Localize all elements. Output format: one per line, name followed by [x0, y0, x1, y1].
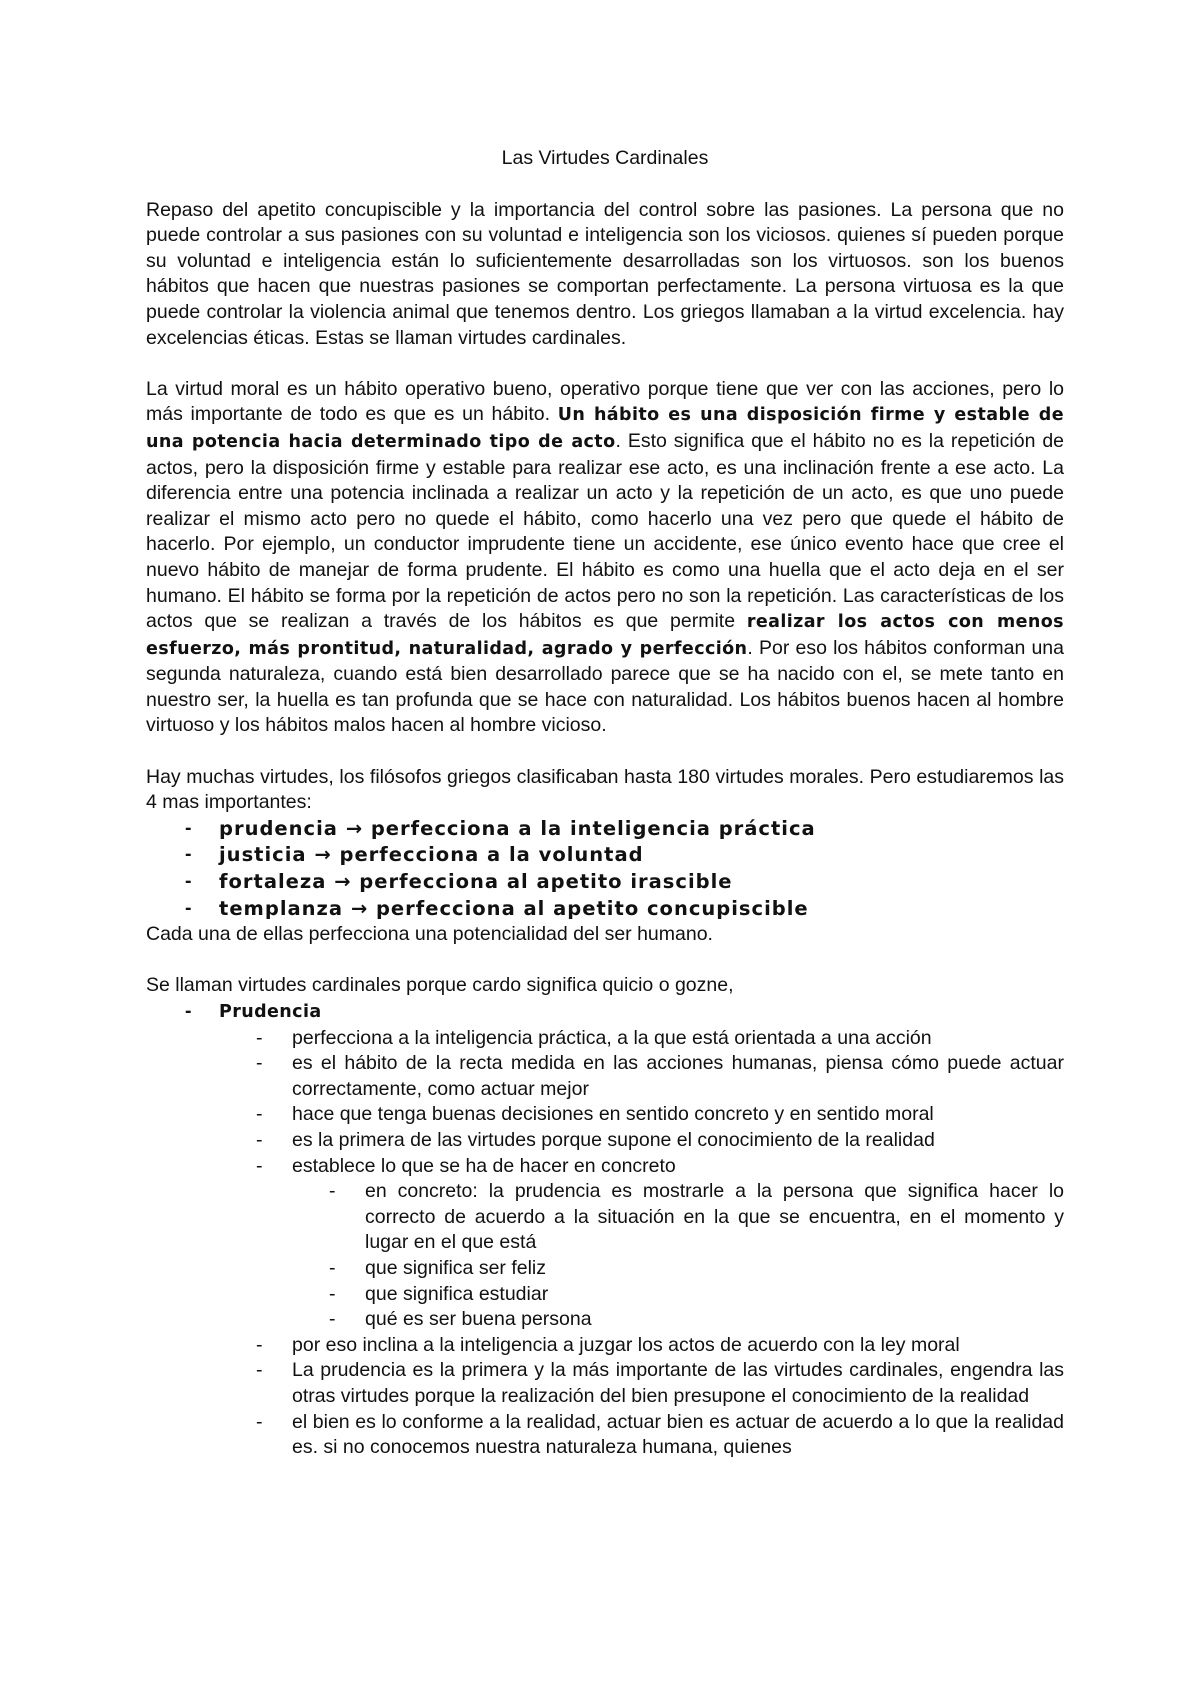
list-item: - en concreto: la prudencia es mostrarle a la persona que significa hacer lo correcto de acuerdo a la situación en la que se encuentra, en el momento y lugar en el que está	[365, 1179, 1064, 1256]
list-item: - por eso inclina a la inteligencia a juzgar los actos de acuerdo con la ley moral	[292, 1333, 1064, 1359]
document-page	[146, 146, 1064, 1461]
list-item: - que significa estudiar	[365, 1282, 1064, 1308]
paragraph-habit-text-1: La virtud moral es un hábito operativo bueno, operativo porque tiene que ver con las acciones, pero lo más importante de todo es que es un hábito.	[146, 377, 1064, 426]
list-item	[219, 896, 1064, 923]
list-item	[219, 999, 1064, 1026]
prudencia-heading: Prudencia	[219, 1002, 322, 1022]
cardinal-virtues-list	[146, 816, 1064, 922]
list-item	[219, 816, 1064, 843]
paragraph-habit	[146, 377, 1064, 739]
document-title: Las Virtudes Cardinales	[501, 147, 709, 169]
list-item	[219, 869, 1064, 896]
habit-benefits-bold: realizar los actos con menos esfuerzo, más prontitud, naturalidad, agrado y perfección	[146, 612, 1065, 659]
list-item: - es la primera de las virtudes porque supone el conocimiento de la realidad	[292, 1128, 1064, 1154]
virtue-templanza: templanza → perfecciona al apetito concupiscible	[219, 896, 809, 920]
paragraph-potentiality: Cada una de ellas perfecciona una potencialidad del ser humano.	[146, 923, 713, 946]
spacer	[146, 739, 1064, 765]
list-item: - el bien es lo conforme a la realidad, actuar bien es actuar de acuerdo a lo que la realidad es. si no conocemos nuestra naturaleza humana, quienes	[292, 1410, 1064, 1461]
paragraph-virtues-intro: Hay muchas virtudes, los filósofos griegos clasificaban hasta 180 virtudes morales. Pero estudiaremos las 4 mas importantes:	[146, 765, 1064, 814]
list-item: - La prudencia es la primera y la más importante de las virtudes cardinales, engendra las otras virtudes porque la realización del bien presupone el conocimiento de la realidad	[292, 1358, 1064, 1409]
habit-definition-bold: Un hábito es una disposición firme y estable de una potencia hacia determinado tipo de acto	[146, 405, 1064, 452]
list-item	[219, 842, 1064, 869]
paragraph-habit-text-3: . Por eso los hábitos conforman una segunda naturaleza, cuando está bien desarrollado parece que se ha nacido con el, se mete tanto en nuestro ser, la huella es tan profunda que se hace con naturalidad. Los hábitos buenos hacen al hombre virtuoso y los hábitos malos hacen al hombre vicioso.	[146, 636, 1064, 737]
prudencia-details-list-continued	[146, 1333, 1064, 1461]
virtue-fortaleza: fortaleza → perfecciona al apetito irascible	[219, 870, 733, 894]
list-item: - perfecciona a la inteligencia práctica, a la que está orientada a una acción	[292, 1026, 1064, 1052]
list-item: - que significa ser feliz	[365, 1256, 1064, 1282]
paragraph-habit-text-2: . Esto significa que el hábito no es la repetición de actos, pero la disposición firme y estable para realizar ese acto, es una inclinación frente a ese acto. La diferencia entre una potencia inclinada a realizar un acto y la repetición de un acto, es que uno puede realizar el mismo acto pero no quede el hábito, como hacerlo una vez pero que quede el hábito de hacerlo. Por ejemplo, un conductor imprudente tiene un accidente, ese único evento hace que cree el nuevo hábito de manejar de forma prudente. El hábito es como una huella que el acto deja en el ser humano. El hábito se forma por la repetición de actos pero no son la repetición. Las características de los actos que se realizan a través de los hábitos es que permite	[146, 429, 1065, 633]
prudencia-details-list	[146, 1026, 1064, 1180]
list-item: - qué es ser buena persona	[365, 1307, 1064, 1333]
paragraph-cardinal-meaning: Se llaman virtudes cardinales porque cardo significa quicio o gozne,	[146, 974, 734, 997]
virtue-prudencia: prudencia → perfecciona a la inteligencia práctica	[219, 816, 816, 840]
virtue-justicia: justicia → perfecciona a la voluntad	[219, 843, 644, 867]
list-item: - establece lo que se ha de hacer en concreto	[292, 1154, 1064, 1180]
paragraph-intro: Repaso del apetito concupiscible y la importancia del control sobre las pasiones. La persona que no puede controlar a sus pasiones con su voluntad e inteligencia son los viciosos. quienes sí pueden porque su voluntad e inteligencia están lo suficientemente desarrolladas son los virtuosos. son los buenos hábitos que hacen que nuestras pasiones se comportan perfectamente. La persona virtuosa es la que puede controlar la violencia animal que tenemos dentro. Los griegos llamaban a la virtud excelencia. hay excelencias éticas. Estas se llaman virtudes cardinales.	[146, 198, 1064, 349]
spacer	[146, 351, 1064, 377]
spacer	[146, 948, 1064, 974]
list-item: - hace que tenga buenas decisiones en sentido concreto y en sentido moral	[292, 1102, 1064, 1128]
concreto-sublist-wrap	[146, 1179, 1064, 1333]
list-item: - es el hábito de la recta medida en las acciones humanas, piensa cómo puede actuar correctamente, como actuar mejor	[292, 1051, 1064, 1102]
prudencia-section	[146, 999, 1064, 1026]
